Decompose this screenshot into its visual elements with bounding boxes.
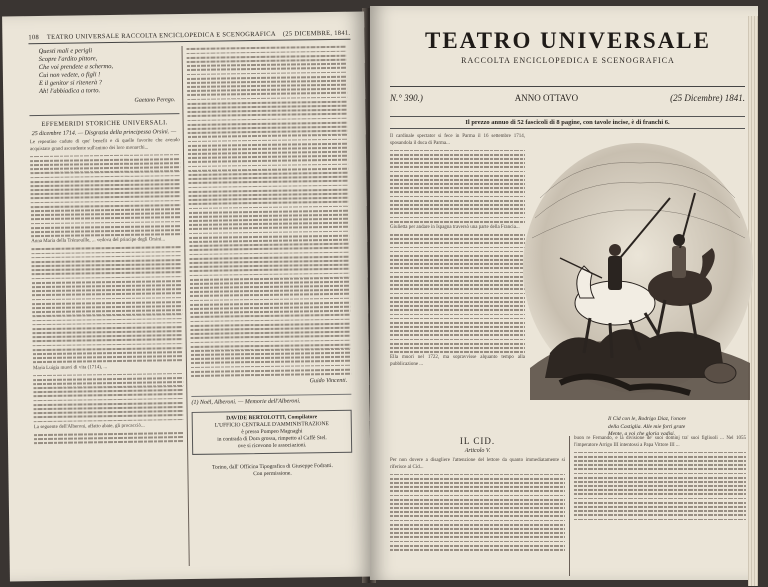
- poem-line: Scopre l'ardito pittore,: [38, 55, 98, 64]
- poem-line: Che voi prendete a schermo,: [38, 63, 114, 72]
- poem-line: Questi mali e perigli: [38, 47, 93, 56]
- office-address-2: in contrada di Dora grossa, rimpetto al Caffè Stel.: [217, 434, 327, 443]
- compiler-line: DAVIDE BERTOLOTTI, Compilatore: [226, 414, 318, 422]
- text-block: [34, 432, 184, 444]
- issue-info-bar: [390, 86, 745, 103]
- column-divider: [569, 436, 570, 576]
- publisher-box: [192, 410, 353, 455]
- masthead: [388, 28, 748, 65]
- left-page-number: 108: [28, 34, 40, 42]
- price-line: Il prezzo annuo di 52 fascicoli di 8 pagine, con tavole incise, è di franchi 6.: [390, 116, 745, 129]
- right-paragraph-2: Giulietta per andare in Ispagna traversò una parte della Francia...: [390, 224, 520, 230]
- imprint-line-1: Torino, dall' Officina Tipografica di Giuseppe Fodratti.: [211, 462, 333, 471]
- right-paragraph-3: Ella muori nel 1722, ma sopravvisse alquanto tempo alla pubblicazione ...: [390, 355, 525, 367]
- left-column-1: [29, 46, 185, 446]
- paragraph-1: Le repentine cadute di que' benefit e di quelle favorite che avendo acquistato grand ascendente sull'animo dei loro monarchi...: [29, 138, 180, 152]
- poem-author: Gaetano Perego.: [134, 97, 176, 104]
- left-column-2: [187, 44, 353, 479]
- battle-illustration: [520, 138, 755, 413]
- section-subtitle: 25 dicembre 1714. — Disgrazia della principessa Orsini. —: [31, 129, 177, 138]
- text-block: [390, 150, 525, 223]
- right-paragraph-1: Il cardinale spectator si fece in Parma il 16 settembre 1714, sposandola il duca di Parma...: [390, 134, 525, 146]
- masthead-title: TEATRO UNIVERSALE: [425, 28, 711, 53]
- article-signature: Guido Vincenti.: [309, 377, 348, 385]
- right-page: [370, 6, 758, 580]
- text-block: [31, 246, 183, 363]
- poem: [29, 46, 180, 96]
- right-text-column: [390, 134, 525, 369]
- text-block: [390, 234, 525, 353]
- caption-line-2: della Castiglia. Alle mie forti grate: [608, 423, 686, 430]
- office-address-1: è presso Pompeo Magnaghi: [241, 428, 303, 436]
- left-running-head: [28, 30, 350, 44]
- lower-right-text: buon re Fernando, e la divisione de' suoi dominj tra' suoi figliuoli ... Nel 1055 l'imperatore Arrigo III intentossi a Papa Vittore III ...: [574, 436, 746, 448]
- left-page: [2, 12, 372, 582]
- poem-line: Ah! l'abbiadica a torto.: [39, 87, 101, 96]
- lower-right-column: [574, 436, 746, 523]
- issue-number: N.° 390.): [390, 93, 423, 103]
- imprint: [192, 463, 352, 479]
- cid-title: IL CID.: [459, 436, 496, 446]
- left-running-date: (25 DICEMBRE, 1841.: [282, 29, 351, 38]
- cid-text: Per non dovere a disagliere l'attenzione del lettore da quanto immediatamente si riferisce al Cid...: [390, 458, 565, 470]
- masthead-subtitle: RACCOLTA ENCICLOPEDICA E SCENOGRAFICA: [461, 56, 675, 65]
- text-block: [33, 373, 184, 423]
- paragraph-2: Anna Maria della Trémouille, ... vedova del principe degli Orsini...: [31, 237, 166, 245]
- paragraph-4: La seguente dell'Alberoni, affatto abate, gli procacciò...: [33, 423, 145, 430]
- poem-line: Cui non vedete, o figli !: [38, 71, 101, 80]
- text-block: [30, 154, 181, 237]
- caption-line-1: Il Cid con le, Rodrigo Diaz, l'onore: [608, 416, 686, 422]
- cid-article: [390, 436, 565, 553]
- footnote: (1) Noël, Alberoni. — Memorie dell'Alberoni.: [191, 394, 351, 406]
- cid-article-number: Articolo V.: [464, 448, 491, 454]
- imprint-line-2: Con permissione.: [253, 470, 292, 477]
- text-block: [187, 46, 352, 377]
- office-line: L'UFFICIO CENTRALE D'AMMINISTRAZIONE: [214, 420, 329, 429]
- issue-date: (25 Dicembre) 1841.: [670, 93, 745, 103]
- text-block: [390, 474, 565, 551]
- section-title: EFFEMERIDI STORICHE UNIVERSALI.: [29, 113, 179, 128]
- office-address-3: ove si ricevono le associazioni.: [237, 442, 307, 450]
- left-running-title: TEATRO UNIVERSALE RACCOLTA ENCICLOPEDICA E SCENOGRAFICA: [46, 30, 276, 41]
- caption-line-3: Mente, a voi che gloria vadisi.: [608, 431, 676, 437]
- year-label: ANNO OTTAVO: [514, 93, 579, 103]
- text-block: [574, 452, 746, 521]
- poem-line: E il genitor si ritenerà ?: [38, 79, 103, 88]
- paragraph-3: Maria Luigia muori di vita (1714), ...: [32, 364, 108, 371]
